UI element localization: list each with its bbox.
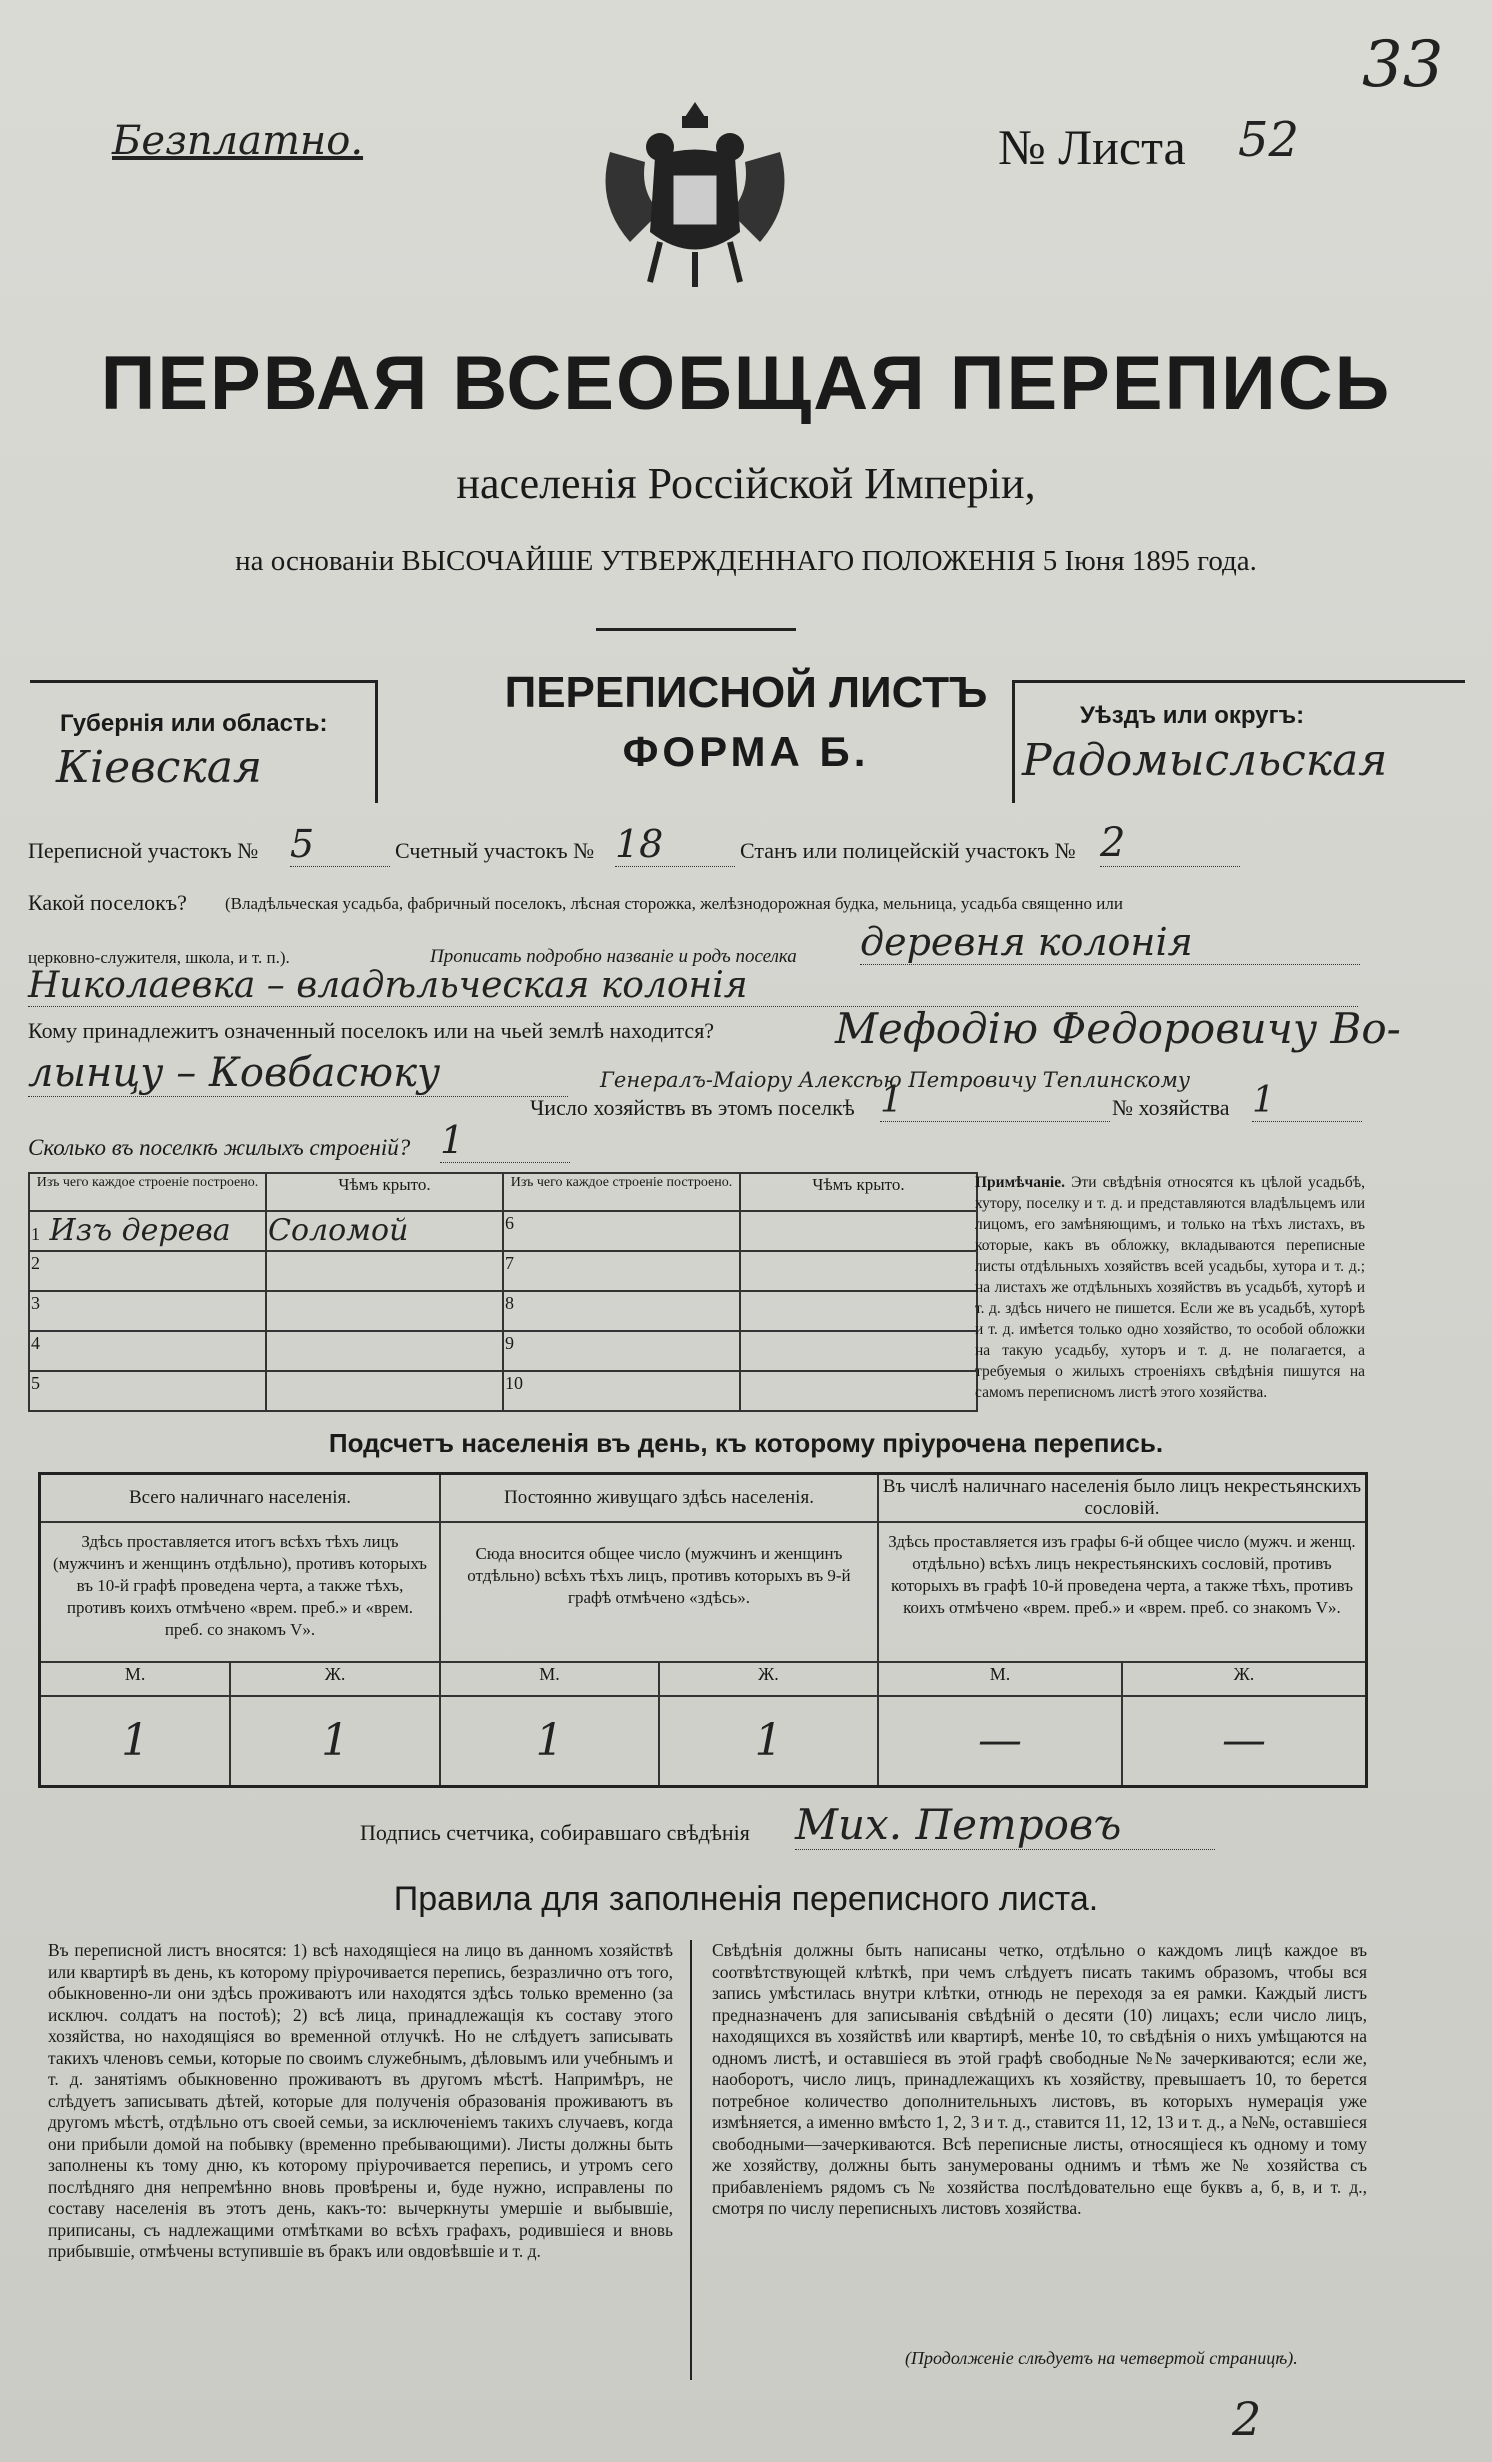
- buildings-row-number: 5: [29, 1371, 266, 1411]
- count-value: —: [1122, 1696, 1367, 1786]
- buildings-row-number: 8: [503, 1291, 740, 1331]
- form-name: ФОРМА Б.: [622, 728, 870, 775]
- settlement-value-1: деревня колонія: [860, 920, 1360, 965]
- settlement-value-2: Николаевка – владѣльческая колонія: [28, 965, 1358, 1007]
- sheet-number-value: 52: [1238, 112, 1300, 168]
- footer-mark: 2: [1232, 2392, 1262, 2446]
- buildings-row: 1 Изъ дерева: [29, 1211, 266, 1251]
- buildings-cell: [266, 1251, 503, 1291]
- divider: [596, 628, 796, 631]
- population-count-table: [38, 1472, 1368, 1788]
- buildings-row-number: 4: [29, 1331, 266, 1371]
- uezd-label: Уѣздъ или округъ:: [1080, 702, 1305, 729]
- count-desc-permanent: Сюда вносится общее число (мужчинъ и женщинъ отдѣльно) всѣхъ тѣхъ лицъ, противъ которыхъ въ 9-й графѣ отмѣчено «здѣсь».: [440, 1522, 878, 1662]
- count-male-label: М.: [440, 1662, 659, 1696]
- note-text: Эти свѣдѣнія относятся къ цѣлой усадьбѣ, хутору, поселку и т. д. и представляются владѣльцемъ или лицомъ, его замѣняющимъ, и только на тѣхъ листахъ, въ которые, какъ въ обложку, вкладываются переписные листы отдѣльныхъ хозяйствъ всей усадьбы, хутора и т. д.; на листахъ же отдѣльныхъ хозяйствъ въ усадьбѣ, хуторѣ и т. д. здѣсь ничего не пишется. Если же въ усадьбѣ, хуторѣ и т. д. имѣется только одно хозяйство, то особой обложки на такую усадьбу, хуторъ и т. д. не полагается, а требуемыя о жилыхъ строеніяхъ свѣдѣнія пишутся на самомъ переписномъ листѣ этого хозяйства.: [975, 1174, 1365, 1401]
- buildings-table: [28, 1172, 978, 1412]
- buildings-roof-cell: Соломой: [266, 1211, 503, 1251]
- buildings-cell: [266, 1331, 503, 1371]
- gubernia-label: Губернія или область:: [60, 710, 328, 737]
- buildings-cell: [266, 1371, 503, 1411]
- buildings-value: 1: [440, 1118, 570, 1163]
- count-female-label: Ж.: [659, 1662, 878, 1696]
- count-male-label: М.: [878, 1662, 1122, 1696]
- buildings-cell: [740, 1291, 977, 1331]
- corner-number: 33: [1362, 28, 1444, 102]
- household-number-value: 1: [1252, 1080, 1362, 1122]
- document-basis: на основаніи ВЫСОЧАЙШЕ УТВЕРЖДЕННАГО ПОЛОЖЕНІЯ 5 Іюня 1895 года.: [235, 545, 1257, 577]
- buildings-cell: [740, 1211, 977, 1251]
- free-label: Безплатно.: [112, 118, 364, 164]
- stan-label: Станъ или полицейскій участокъ №: [740, 838, 1076, 863]
- count-label: Счетный участокъ №: [395, 838, 595, 863]
- count-value: 1: [440, 1696, 659, 1786]
- settlement-hint: (Владѣльческая усадьба, фабричный поселокъ, лѣсная сторожка, желѣзнодорожная будка, мельница, усадьба священно или: [225, 894, 1123, 913]
- count-header-permanent: Постоянно живущаго здѣсь населенія.: [440, 1474, 878, 1523]
- buildings-col-roof: Чѣмъ крыто.: [266, 1173, 503, 1211]
- count-header-nonpeasant: Въ числѣ наличнаго населенія было лицъ некрестьянскихъ сословій.: [878, 1474, 1367, 1523]
- count-value: —: [878, 1696, 1122, 1786]
- rules-title: Правила для заполненія переписного листа.: [393, 1880, 1099, 1918]
- count-title: Подсчетъ населенія въ день, къ которому пріурочена перепись.: [328, 1428, 1164, 1458]
- imperial-eagle-emblem: [590, 92, 800, 292]
- district-value: 5: [290, 822, 390, 867]
- owner-value-3: Генералъ-Маіору Алексѣю Петровичу Теплинскому: [600, 1068, 1191, 1092]
- count-desc-nonpeasant: Здѣсь проставляется изъ графы 6-й общее число (мужч. и женщ. отдѣльно) всѣхъ лицъ некрестьянскихъ сословій, противъ которыхъ въ графѣ 10-й проведена черта, а также тѣхъ, противъ коихъ отмѣчено «врем. преб.» и «врем. преб. со знакомъ V».: [878, 1522, 1367, 1662]
- owner-value-2: лынцу – Ковбасюку: [28, 1050, 568, 1097]
- form-sheet-title: ПЕРЕПИСНОЙ ЛИСТЪ: [504, 668, 988, 717]
- note-block: [975, 1172, 1365, 1403]
- settlement-hint-2: церковно-служителя, школа, и т. п.).: [28, 948, 290, 967]
- buildings-cell: [740, 1331, 977, 1371]
- count-desc-total: Здѣсь проставляется итогъ всѣхъ тѣхъ лицъ (мужчинъ и женщинъ отдѣльно), противъ которыхъ въ 10-й графѣ проведена черта, а также тѣхъ, противъ коихъ отмѣчено «врем. преб.» и «врем. преб. со знакомъ V».: [40, 1522, 440, 1662]
- uezd-value: Радомысльская: [1022, 735, 1388, 786]
- rules-continued: (Продолженіе слѣдуетъ на четвертой страницѣ).: [905, 2348, 1298, 2368]
- count-female-label: Ж.: [1122, 1662, 1367, 1696]
- count-female-label: Ж.: [230, 1662, 440, 1696]
- count-value: 18: [615, 822, 735, 867]
- rules-right-column: Свѣдѣнія должны быть написаны четко, отдѣльно о каждомъ лицѣ каждое въ соотвѣтствующей клѣткѣ, при чемъ слѣдуетъ писать такимъ образомъ, чтобы вся запись умѣстилась внутри клѣтки, отнюдь не переходя за ея рамки. Каждый листъ предназначенъ для записыванія свѣдѣній о десяти (10) лицахъ; если число лицъ, находящихся въ хозяйствѣ или квартирѣ, менѣе 10, то свѣдѣнія о нихъ умѣщаются на одномъ листѣ, и оставшіеся въ этой графѣ свободные №№ зачеркиваются; если же, наоборотъ, число лицъ, принадлежащихъ къ хозяйству, превышаетъ 10, то берется потребное количество дополнительныхъ листовъ, въ которыхъ нумерація уже измѣняется, а именно вмѣсто 1, 2, 3 и т. д., ставится 11, 12, 13 и т. д., а №№, оставшіеся свободными—зачеркиваются. Всѣ переписные листы, относящіеся къ одному и тому же хозяйству, должны быть занумерованы однимъ и тѣмъ же № хозяйства съ прибавленіемъ рядомъ съ № хозяйства послѣдовательно еще буквъ а, б, в, и т. д., смотря по числу переписныхъ листовъ хозяйства.: [712, 1940, 1367, 2218]
- settlement-instruction: Прописать подробно названіе и родъ поселка: [430, 946, 797, 967]
- sheet-number-label: № Листа: [998, 119, 1186, 175]
- settlement-label: Какой поселокъ?: [28, 890, 187, 915]
- households-label: Число хозяйствъ въ этомъ поселкѣ: [530, 1095, 855, 1120]
- household-number-label: № хозяйства: [1112, 1095, 1230, 1120]
- buildings-col-roof-2: Чѣмъ крыто.: [740, 1173, 977, 1211]
- owner-value-1: Мефодію Федоровичу Во-: [835, 1004, 1401, 1053]
- buildings-row-number: 9: [503, 1331, 740, 1371]
- district-label: Переписной участокъ №: [28, 838, 259, 863]
- stan-value: 2: [1100, 820, 1240, 867]
- document-subtitle: населенія Россійской Имперіи,: [456, 459, 1036, 508]
- column-divider: [690, 1940, 692, 2380]
- rules-left-column: Въ переписной листъ вносятся: 1) всѣ находящіеся на лицо въ данномъ хозяйствѣ или квартирѣ въ день, къ которому пріурочивается перепись, безразлично отъ того, обыкновенно-ли они здѣсь проживаютъ или находятся здѣсь только временно (за исключ. солдатъ на постоѣ); 2) всѣ лица, принадлежащія къ составу этого хозяйства, но находящіяся во временной отлучкѣ. Но не слѣдуетъ записывать такихъ членовъ семьи, которые по своимъ служебнымъ, дѣловымъ или учебнымъ и т. д. занятіямъ обыкновенно проживаютъ въ другомъ мѣстѣ. Напримѣръ, не слѣдуетъ записывать дѣтей, которые для полученія образованія проживаютъ въ другомъ мѣстѣ, отдѣльно отъ своей семьи, за исключеніемъ такихъ случаевъ, когда они прибыли домой на побывку (временно пребывающими). Листы должны быть заполнены къ тому дню, къ которому пріурочивается перепись, и утромъ сего послѣдняго дня непремѣнно вновь провѣрены и, буде нужно, исправлены по составу населенія въ этотъ день, какъ-то: вычеркнуты умершіе и выбывшіе, приписаны, съ надлежащими отмѣтками во всѣхъ графахъ, родившіеся и вновь прибывшіе, отмѣчены вступившіе въ бракъ или овдовѣвшіе и т. д.: [48, 1940, 673, 2261]
- buildings-row-number: 3: [29, 1291, 266, 1331]
- buildings-col-material: Изъ чего каждое строеніе построено.: [29, 1173, 266, 1211]
- buildings-label: Сколько въ поселкѣ жилыхъ строеній?: [28, 1135, 411, 1160]
- buildings-row-number: 7: [503, 1251, 740, 1291]
- count-value: 1: [659, 1696, 878, 1786]
- buildings-cell: [740, 1371, 977, 1411]
- gubernia-value: Кіевская: [56, 742, 263, 793]
- count-male-label: М.: [40, 1662, 231, 1696]
- households-value: 1: [880, 1080, 1110, 1122]
- count-value: 1: [230, 1696, 440, 1786]
- buildings-row-number: 6: [503, 1211, 740, 1251]
- note-title: Примѣчаніе.: [975, 1174, 1065, 1191]
- owner-label: Кому принадлежитъ означенный поселокъ или на чьей землѣ находится?: [28, 1018, 715, 1043]
- count-header-total: Всего наличнаго населенія.: [40, 1474, 440, 1523]
- count-value: 1: [40, 1696, 231, 1786]
- signature-label: Подпись счетчика, собиравшаго свѣдѣнія: [360, 1820, 750, 1845]
- signature-value: Мих. Петровъ: [795, 1800, 1215, 1850]
- buildings-col-material-2: Изъ чего каждое строеніе построено.: [503, 1173, 740, 1211]
- buildings-row-number: 10: [503, 1371, 740, 1411]
- buildings-cell: [740, 1251, 977, 1291]
- buildings-cell: [266, 1291, 503, 1331]
- buildings-row-number: 2: [29, 1251, 266, 1291]
- document-title: ПЕРВАЯ ВСЕОБЩАЯ ПЕРЕПИСЬ: [100, 341, 1392, 426]
